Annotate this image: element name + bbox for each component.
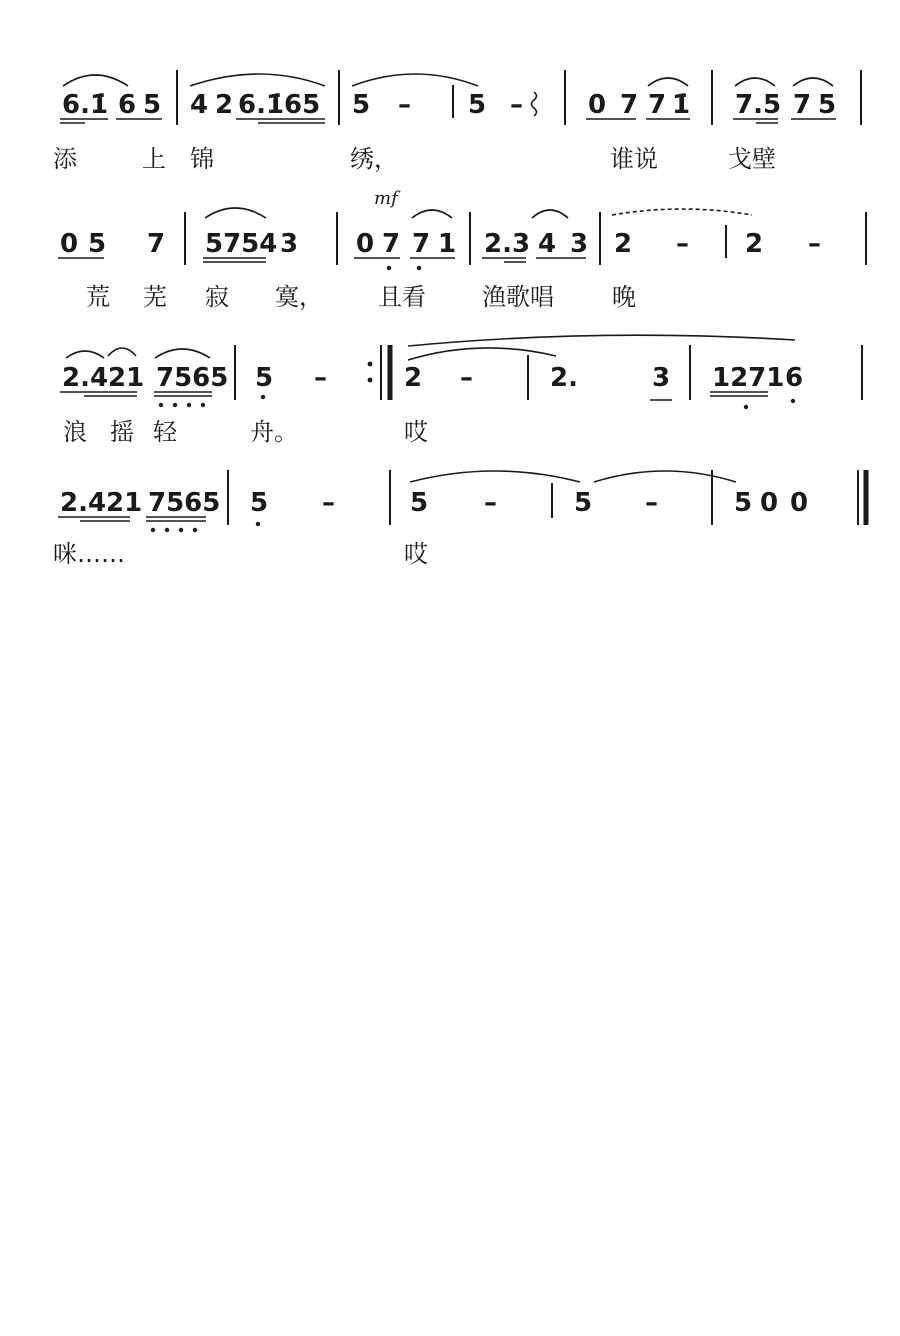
repeat-dot <box>368 362 373 367</box>
note: 5 <box>818 90 837 120</box>
note: 5 <box>574 488 593 518</box>
note: 5 <box>468 90 487 120</box>
note: 7 <box>382 229 401 259</box>
note: 6.1̇65 <box>238 90 321 120</box>
note: 6.1̇ <box>62 90 109 120</box>
note: 0 <box>60 229 79 259</box>
lyric: 渔歌唱 <box>482 283 554 311</box>
note: 0 <box>760 488 779 518</box>
dynamic-marking: mf <box>374 188 398 209</box>
repeat-dot <box>368 378 373 383</box>
note: 2.421 <box>62 363 145 393</box>
note: 2.3 <box>484 229 531 259</box>
note: 2.421 <box>60 488 143 518</box>
lyric: 锦 <box>190 145 214 173</box>
note: 0 <box>790 488 809 518</box>
note: 2 <box>745 229 764 259</box>
note: 1 <box>438 229 457 259</box>
note: 2 <box>215 90 234 120</box>
note: – <box>676 229 689 259</box>
lyric: 咪…… <box>53 540 125 568</box>
note: 5 <box>88 229 107 259</box>
lyric: 浪 <box>63 418 87 446</box>
note: 5 <box>352 90 371 120</box>
lyric: 芜 <box>143 283 167 311</box>
note: – <box>484 488 497 518</box>
note: 2 <box>614 229 633 259</box>
note: 5 <box>410 488 429 518</box>
lyric: 戈壁 <box>728 145 776 173</box>
lyric: 舟。 <box>250 418 298 446</box>
note: 5 <box>250 488 269 518</box>
lyric: 摇 <box>110 418 134 446</box>
note: 3 <box>652 363 671 393</box>
note: 5 <box>143 90 162 120</box>
note: 7.5 <box>735 90 782 120</box>
score-row-3 <box>60 335 862 446</box>
note: 1271 <box>712 363 785 393</box>
note: 7565 <box>156 363 229 393</box>
note: 6 <box>785 363 804 393</box>
note: 4 <box>190 90 209 120</box>
note: 6 <box>118 90 137 120</box>
breath-mark <box>532 92 537 116</box>
note: 7 <box>648 90 667 120</box>
lyric: 上 <box>142 145 166 173</box>
lyric: 哎 <box>404 418 428 446</box>
lyric: 寂 <box>205 283 229 311</box>
note: 2. <box>550 363 578 393</box>
lyric: 晚 <box>612 283 636 311</box>
note: 2 <box>404 363 423 393</box>
lyric: 谁说 <box>610 145 658 173</box>
note: 5754 <box>205 229 278 259</box>
note: 7 <box>147 229 166 259</box>
lyric: 绣， <box>350 145 398 173</box>
note: – <box>314 363 327 393</box>
note: – <box>398 90 411 120</box>
note: 7565 <box>148 488 221 518</box>
lyric: 添 <box>53 145 77 173</box>
lyric: 且看 <box>378 283 426 311</box>
note: 1̇ <box>672 90 691 120</box>
note: 3 <box>280 229 299 259</box>
lyric: 寞， <box>275 283 323 311</box>
note: 7 <box>793 90 812 120</box>
note: 7 <box>412 229 431 259</box>
score-row-2 <box>58 188 866 311</box>
lyric: 荒 <box>86 283 110 311</box>
note: 4 <box>538 229 557 259</box>
note: 3 <box>570 229 589 259</box>
note: 7 <box>620 90 639 120</box>
note: – <box>645 488 658 518</box>
note: 5 <box>734 488 753 518</box>
note: – <box>322 488 335 518</box>
note: – <box>460 363 473 393</box>
note: 5 <box>255 363 274 393</box>
note: – <box>808 229 821 259</box>
lyric: 哎 <box>404 540 428 568</box>
lyric: 轻 <box>153 418 177 446</box>
note: 0 <box>356 229 375 259</box>
score-row-1 <box>53 70 861 173</box>
note: 0 <box>588 90 607 120</box>
score-row-4 <box>53 470 866 568</box>
note: – <box>510 90 523 120</box>
